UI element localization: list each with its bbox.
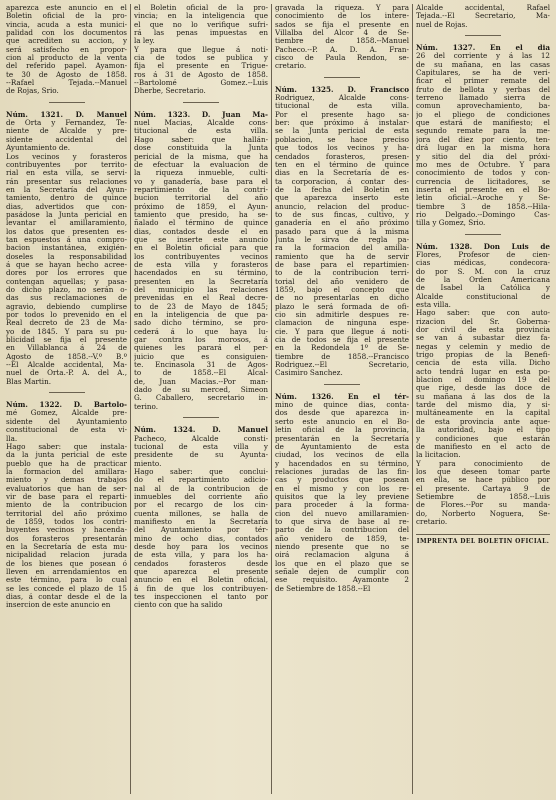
notice-line: tamiento que presido, ha se- (134, 210, 268, 219)
notice-line: Pacheco.--P. A. D. A. Fran- (275, 45, 409, 54)
notice-line: Alcalde constitucional de (416, 292, 550, 301)
notice-heading: Núm. 1324. D. Manuel (134, 426, 268, 435)
notice-line: para proceder á la forma- (275, 501, 409, 510)
notice-line: en la Secretaría de esta mu- (6, 542, 127, 551)
notice-line: de Setiembre de 1858.--El (275, 584, 371, 593)
notice-separator (183, 417, 219, 418)
notice-line: vir de base para el reparti- (6, 492, 127, 501)
notice-line: ciudad, los vecinos de ella (275, 451, 409, 460)
notice-line: manifiesto en la Secretaría (134, 517, 268, 526)
notice-line: nuel Macias, Alcalde cons- (134, 119, 268, 128)
notice-line: multáneamente en la capital (416, 409, 550, 418)
notice-n1326 (275, 393, 409, 593)
notice-heading: Núm. 1325. D. Francisco (275, 85, 409, 94)
notice-line: ros á 31 de Agosto de 1858. (134, 70, 268, 79)
notice-line: do el repartimiento adicio- (134, 476, 268, 485)
notice-line: rio Delgado.--Domingo Cas- (416, 210, 550, 219)
notice-line: señale dejen de cumplir con (275, 568, 409, 576)
notice-line: los que en el plazo que se (275, 559, 409, 568)
notice-line: conocimiento de los intere- (275, 12, 409, 21)
notice-line: fija el presente en Trigue- (134, 62, 268, 71)
notice-line: anuncio en el Boletin oficial, (134, 576, 268, 585)
notice-line: quisitos que la ley previene (275, 492, 409, 501)
notice-line: en la inteligencia de que pa- (134, 311, 268, 320)
notice-line: ficar el primer remate del (416, 77, 550, 86)
notice-line: dos forasteros presentarán (6, 534, 127, 543)
notice-line: cas y productos que posean (275, 476, 409, 485)
notice-line: anuncio, relacion del produc- (275, 202, 409, 211)
notice-line: nuel de Rojas. (416, 20, 468, 29)
notice-line: G. Caballero, secretario in- (134, 394, 268, 403)
notice-separator (49, 392, 85, 393)
notice-n1324 (134, 426, 268, 610)
notice-line: clamacion de ninguna espe- (275, 319, 409, 328)
notice-line: miento. (134, 459, 162, 468)
notice-line: vo y ganadería, base para el (134, 177, 268, 186)
notice-line: tucional de esta villa y (134, 442, 268, 451)
notice-n1321 (6, 111, 127, 386)
notice-line: gravada la riqueza. Y para (275, 4, 409, 12)
notice-line: á fin de que los contribuyen- (134, 584, 268, 593)
column-2 (131, 4, 272, 794)
notice-line: rizacion del Sr. Goberna- (416, 317, 550, 326)
notice-line: to de 1858.--El Alcal- (134, 369, 268, 378)
notice-line: agravio, debiendo cumplirse (6, 302, 127, 311)
notice-line: la formacion del amillara- (6, 467, 127, 476)
notice-line: será satisfecho en propor- (6, 45, 127, 54)
notice-line: de la Orden Americana (416, 275, 550, 284)
notice-line: pueblo que ha de practicar (6, 459, 127, 468)
notice-line: dias, á contar desde el de la (6, 593, 127, 602)
notice-line: letin oficial de la provincia, (275, 426, 409, 435)
notice-n1328 (416, 243, 550, 527)
notice-line: ten en el término de quince (275, 160, 409, 169)
notice-line: que aparezca inserto este (275, 194, 409, 203)
notice-line: tiembre 3 de 1858.--Hila- (416, 202, 550, 211)
notice-line: oirá reclamacion alguna á (275, 551, 409, 560)
notice-line: plazo le será formada de ofi- (275, 302, 409, 311)
notice-line: tarde del mismo dia, y si- (416, 401, 550, 410)
notice-line: y sitio del dia del próxi- (416, 152, 550, 161)
notice-line: lla autoridad, bajo el tipo (416, 426, 550, 435)
column-4 (413, 4, 553, 794)
notice-line: de su mañana, en las casas (416, 60, 550, 69)
notice-line: prevenidas en el Real decre- (134, 294, 268, 303)
notice-line: terreno llamado sierra de (416, 94, 550, 103)
notice-line: tilla y Gomez, Srio. (416, 219, 486, 228)
notice-line: currencia de licitadores, se (416, 177, 550, 186)
notice-line: dos desde que aparezca in- (275, 409, 409, 418)
notice-line: Boletin oficial de la pro- (6, 12, 127, 21)
notice-line: presidente de su Ayunta- (134, 451, 268, 460)
notice-line: sado dicho término, se pro- (134, 319, 268, 328)
notice-line: la ley. (134, 37, 155, 46)
notice-line: Tejada.--El Secretario, Ma- (416, 12, 550, 21)
notice-line: ra la formacion del amilla- (275, 244, 409, 253)
notice-line: ta corporacion, á contar des- (275, 177, 409, 186)
notice-line: de la fecha del Boletin en (275, 185, 409, 194)
notice-line: de Orta y Fernandez, Te- (6, 119, 127, 128)
notice-line: aparezca este anuncio en el (6, 4, 127, 12)
notice-line: lla. (6, 434, 18, 443)
notice-line: cretario. (275, 62, 307, 71)
notice-line: --Rafael Tejada.--Manuel (6, 79, 127, 88)
notice-line: Por el presente hago sa- (275, 110, 409, 119)
notice-line: inmuebles del corriente año (134, 492, 268, 501)
notice-line: de base para el repartimien- (275, 260, 409, 269)
notice-line: y condiciones que estarán (416, 434, 550, 443)
notice-line: letin oficial.--Aroche y Se- (416, 194, 550, 203)
notice-line: la riqueza inmueble, culti- (134, 169, 268, 178)
notice-line: de esta villa y forasteros (134, 260, 268, 269)
notice-line: Setiembre de 1858.--Luis (416, 492, 550, 501)
notice-line: que se inserte este anuncio (134, 235, 268, 244)
notice-line: de, Juan Macias.--Por man- (134, 377, 268, 386)
notice-line: jora del diez por ciento, ten- (416, 135, 550, 144)
notice-line: inserta el presente en el Bo- (416, 185, 550, 194)
notice-separator (324, 384, 360, 385)
notice-line: yo de 1845. Y para su pu- (6, 327, 127, 336)
notice-line: 1859, bajo el concepto que (275, 286, 409, 294)
notice-line: relaciones juradas de las fin- (275, 467, 409, 476)
notice-heading: Núm. 1321. D. Manuel (6, 110, 127, 119)
notice-line: mino de ocho dias, contados (134, 534, 268, 543)
notice-line: cisco de Paula Rendon, se- (275, 54, 409, 63)
notice-n1322 (6, 401, 127, 610)
notice-line: del Ayuntamiento por tér- (134, 526, 268, 535)
notice-line: vincia; en la inteligencia que (134, 12, 268, 21)
notice-line: niendo presente que no se (275, 542, 409, 551)
notice-n3-end (275, 4, 409, 71)
notice-line: Flores, Profesor de cien- (416, 250, 550, 259)
notice-line: cion del nuevo amillaramien- (275, 509, 409, 518)
notice-line: sidente accidental del (6, 135, 127, 144)
notice-line: palidad con los documentos (6, 29, 127, 38)
notice-line: Capitulares, se ha de veri- (416, 69, 550, 78)
notice-line: de esta provincia ante aque- (416, 417, 550, 426)
notice-line: dias en la Secretaría de es- (275, 169, 409, 178)
notice-line: gar contra los morosos, á (134, 336, 268, 345)
notice-line: bucion territorial del año (134, 194, 268, 203)
notice-heading: Núm. 1323. D. Juan Ma- (134, 110, 268, 119)
notice-line: to de la contribucion terri- (275, 269, 409, 278)
notice-line: esta villa. (416, 301, 451, 309)
notice-line: nicipalidad relacion jurada (6, 551, 127, 560)
notice-line: constitucional de esta vi- (6, 426, 127, 435)
notice-line: do dicho plazo, no serán o- (6, 286, 127, 294)
notice-line: Alcalde accidental, Rafael (416, 4, 550, 12)
notice-line: juicio que es consiguien- (134, 352, 268, 361)
notice-line: en Villablanca á 24 de (6, 344, 127, 353)
notice-line: cio sin admitirle despues re- (275, 311, 409, 320)
imprint-footer: IMPRENTA DEL BOLETIN OFICIAL. (416, 534, 550, 546)
notice-line: los que deseen tomar parte (416, 467, 550, 476)
notice-line: segundo remate para la me- (416, 127, 550, 136)
notice-line: cederá á lo que haya lu- (134, 327, 268, 336)
notice-line: comun aprovechamiento, ba- (416, 102, 550, 111)
notice-line: Hago saber: que con auto- (416, 309, 550, 318)
notice-line: serto este anuncio en el Bo- (275, 417, 409, 426)
notice-line: trigo propias de la Benefi- (416, 351, 550, 360)
notice-line: vincia, acuda a esta munici- (6, 20, 127, 29)
notice-line: Hago saber: que hallán- (134, 135, 268, 144)
notice-heading: Núm. 1328. Don Luis de (416, 242, 550, 251)
notice-line: tan espuestos á una compro- (6, 235, 127, 244)
notice-heading: Núm. 1326. En el tér- (275, 392, 409, 401)
notice-line: jo el pliego de condiciones (416, 110, 550, 119)
notice-line: doseles la responsabilidad (6, 252, 127, 261)
notice-heading: Núm. 1327. En el dia (416, 44, 550, 53)
notice-line: conocimiento de todos y con- (416, 169, 550, 178)
notice-line: tiembre de 1858.--Francisco (275, 352, 409, 361)
notice-line: buyentes vecinos y hacenda- (6, 526, 127, 535)
notice-line: en el Boletin oficial para que (134, 244, 268, 253)
notice-line: su mañana á las dos de la (416, 392, 550, 401)
notice-line: lleven en arrendamientos en (6, 568, 127, 576)
notice-line: por el recargo de los cin- (134, 501, 268, 510)
notice-line: desde hoy para los vecinos (134, 542, 268, 551)
notice-line: que estará de manifiesto; el (416, 119, 550, 128)
notice-line: rial en esta villa, se servi- (6, 169, 127, 178)
notice-line: titucional de esta villa. (134, 127, 268, 136)
notice-line: los datos que presenten es- (6, 227, 127, 236)
notice-line: cion al producto de la venta (6, 54, 127, 63)
notice-line: nal al de la contribucion de (134, 484, 268, 493)
notice-line: 26 del corriente y á las 12 (416, 52, 550, 61)
notice-line: de Isabel la Católica y (416, 284, 550, 293)
notice-separator (49, 102, 85, 103)
notice-line: Y para que llegue á noti- (134, 45, 268, 54)
notice-line: te. Encinasola 31 de Agos- (134, 361, 268, 370)
notice-line: ciento con que ha salido (134, 601, 223, 610)
notice-line: ramiento que ha de servir (275, 252, 409, 261)
notice-line: que aparezca el presente (134, 568, 268, 576)
notice-line: se les concede el plazo de 15 (6, 584, 127, 593)
notice-line: rá las penas impuestas en (134, 29, 268, 38)
notice-line: sados se fija el presente en (275, 20, 409, 29)
notice-line: evaluatorios que han de ser- (6, 484, 127, 493)
notice-line: este término, para lo cual (6, 576, 127, 585)
notice-line: Agosto de 1858.--V.º B.º (6, 352, 127, 361)
notice-line: levantar el amillaramiento, (6, 219, 127, 228)
notice-line: pasado para que á la misma (275, 227, 409, 236)
notice-heading: Núm. 1322. D. Bartolo- (6, 401, 127, 410)
notice-line: ñalado el término de quince (134, 219, 268, 228)
notice-line: do por S. M. con la cruz (416, 267, 550, 276)
notice-line: Villalba del Alcor 4 de Se- (275, 29, 409, 38)
notice-n1323 (134, 111, 268, 411)
notice-line: fruto de bellota y yerbas del (416, 85, 550, 94)
notice-line: Rodriguez, Alcalde cons- (275, 94, 409, 103)
notice-line: miento y demas trabajos (6, 476, 127, 485)
notice-line: de Rojas, Srio. (6, 87, 59, 96)
notice-line: da la junta pericial de este (6, 451, 127, 460)
notice-n4-end (416, 4, 550, 29)
notice-line: cretario. (416, 517, 448, 526)
notice-line: de los bienes que posean ó (6, 559, 127, 568)
notice-separator (183, 102, 219, 103)
notice-n1-end (6, 4, 127, 96)
notice-line: sidente del Ayuntamiento (6, 417, 127, 426)
notice-line: Pacheco, Alcalde consti- (134, 434, 268, 443)
notice-line: --Bartolomé Gomez.--Luis (134, 79, 268, 88)
notice-line: de Flores.--Por su manda- (416, 501, 550, 510)
notice-line: dose constituida la Junta (134, 144, 268, 153)
notice-line: --El Alcalde accidental, Ma- (6, 361, 127, 370)
notice-line: insercion de este anuncio en (6, 601, 111, 610)
notice-line: das sus reclamaciones de (6, 294, 127, 303)
notice-line: cie. Y para que llegue á noti- (275, 327, 409, 336)
notice-line: los contribuyentes vecinos (134, 252, 268, 261)
notice-line: pasádose la Junta pericial en (6, 210, 127, 219)
notice-line: torial del año venidero de (275, 277, 409, 286)
notice-line: cencia de esta villa. Dicho (416, 359, 550, 368)
notice-separator (465, 234, 501, 235)
notice-line: mo mes de Octubre. Y para (416, 160, 550, 169)
notice-line: ber: que próximo á instalar- (275, 119, 409, 128)
notice-line: Ayuntamiento de. (6, 144, 71, 153)
notice-line: drá lugar en la misma hora (416, 144, 550, 153)
notice-line: Y para conocimiento de (416, 459, 550, 468)
notice-line: cendados forasteros desde (134, 559, 268, 568)
notice-line: del municipio las relaciones (134, 286, 268, 294)
notice-line: se van á subastar diez fa- (416, 334, 550, 343)
notice-n1327 (416, 44, 550, 228)
notice-line: to que sirva de base al re- (275, 517, 409, 526)
notice-line: dias, contados desde el en (134, 227, 268, 236)
notice-line: el que no lo verifique sufri- (134, 20, 268, 29)
notice-line: ese requisito. Ayamonte 2 (275, 576, 409, 585)
notice-line: titucional de esta villa. (275, 102, 409, 111)
notice-line: la licitacion. (416, 451, 461, 460)
notice-line: dado de su merced, Simeon (134, 386, 268, 395)
notice-line: en el mismo y con los re- (275, 484, 409, 493)
notice-line: Los vecinos y forasteros (6, 152, 127, 161)
notice-line: quienes les parará el per- (134, 344, 268, 353)
notice-line: de no presentarlas en dicho (275, 294, 409, 303)
notice-line: Blas Martin. (6, 377, 52, 386)
notice-line: mé Gomez, Alcalde pre- (6, 409, 127, 418)
notice-line: en la Secretaría del Ayun- (6, 185, 127, 194)
notice-line: acto tendrá lugar en esta po- (416, 367, 550, 376)
notice-line: presentarán en la Secretaría (275, 434, 409, 443)
notice-line: del referido papel. Ayamon- (6, 62, 127, 71)
notice-line: en la Redondela 1º de Se- (275, 344, 409, 353)
notice-line: tamiento, dentro de quince (6, 194, 127, 203)
notice-line: en ella, se hace público por (416, 476, 550, 485)
notice-line: cuenta millones, se halla de (134, 509, 268, 518)
notice-line: rán presentar sus relaciones (6, 177, 127, 186)
notice-line: presenten en la Secretaría (134, 277, 268, 286)
notice-line: el Boletin oficial de la pro- (134, 4, 268, 12)
notice-line: contengan aquellas; y pasa- (6, 277, 127, 286)
notice-line: Hago saber: que instala- (6, 442, 127, 451)
notice-line: que todos los vecinos y ha- (275, 144, 409, 153)
notice-line: nuel de Orta.-P. A. del A., (6, 369, 127, 378)
notice-separator (324, 77, 360, 78)
notice-line: á que se hayan hecho acree- (6, 260, 127, 269)
column-3 (272, 4, 413, 794)
notice-line: Casimiro Sanchez. (275, 369, 343, 378)
notice-line: por todos lo prevenido en el (6, 311, 127, 320)
notice-line: el presente. Cartaya 9 de (416, 484, 550, 493)
notice-line: Real decreto de 23 de Ma- (6, 319, 127, 328)
notice-line: to de 23 de Mayo de 1845; (134, 302, 268, 311)
notice-line: Junta le sirva de regla pa- (275, 235, 409, 244)
notice-line: poblacion, se hace preciso (275, 135, 409, 144)
notice-line: tes inspeccionen el tanto por (134, 593, 268, 602)
notice-line: que acrediten su accion, y (6, 37, 127, 46)
notice-line: te 30 de Agosto de 1858. (6, 70, 127, 79)
notice-line: contribuyentes por territo- (6, 160, 127, 169)
notice-line: niente de Alcalde y pre- (6, 127, 127, 136)
notice-line: cia de todos se fija el presente (275, 336, 409, 345)
notice-n1325 (275, 86, 409, 378)
notice-line: de manifiesto en el acto de (416, 442, 550, 451)
column-1 (3, 4, 131, 794)
notice-line: blicidad se fija el presente (6, 336, 127, 345)
notice-line: ganadería en el año próximo (275, 219, 409, 228)
notice-line: de 1859, todos los contri- (6, 517, 127, 526)
notice-n2-end (134, 4, 268, 96)
notice-line: de esta villa, y para los ha- (134, 551, 268, 560)
notice-line: que rige, desde las doce de (416, 384, 550, 393)
notice-line: dor civil de esta provincia (416, 326, 550, 335)
notice-line: cias médicas, condecora- (416, 259, 550, 268)
notice-line: bacion instantánea, exigién- (6, 244, 127, 253)
columns (3, 4, 553, 794)
notice-line: de Ayuntamiento de esta (275, 442, 409, 451)
notice-line: y hacendados en su término, (275, 459, 409, 468)
notice-line: tiembre de 1858.--Manuel (275, 37, 409, 46)
notice-line: parto de la contribucion del (275, 526, 409, 535)
notice-line: miento de la contribucion (6, 501, 127, 510)
notice-line: cia de todos se publica y (134, 54, 268, 63)
notice-line: año venidero de 1859, te- (275, 534, 409, 543)
notice-line: Dherbe, Secretario. (134, 87, 206, 96)
notice-line: pericial de la misma, que ha (134, 152, 268, 161)
notice-line: dias, advertidos que con- (6, 202, 127, 211)
notice-line: hacendados en su término, (134, 269, 268, 278)
notice-line: do, Norberto Noguera, Se- (416, 509, 550, 518)
notice-line: repartimiento de la contri- (134, 185, 268, 194)
notice-line: mino de quince dias, conta- (275, 401, 409, 410)
notice-line: Rodriguez.--El Secretario, (275, 361, 409, 370)
notice-separator (465, 35, 501, 36)
notice-line: negas y celemin y medio de (416, 342, 550, 351)
notice-line: cendados forasteros, presen- (275, 152, 409, 161)
notice-line: territorial del año próximo (6, 509, 127, 518)
notice-line: se la Junta pericial de esta (275, 127, 409, 136)
notice-line: to de sus fincas, cultivo, y (275, 210, 409, 219)
notice-line: terino. (134, 402, 158, 411)
notice-line: dores por los errores que (6, 269, 127, 278)
notice-line: de efectuar la evaluacion de (134, 160, 268, 169)
notice-line: próximo de 1859, el Ayun- (134, 202, 268, 211)
notice-line: Hago saber: que conclui- (134, 467, 268, 476)
notice-line: blacion el domingo 19 del (416, 376, 550, 385)
